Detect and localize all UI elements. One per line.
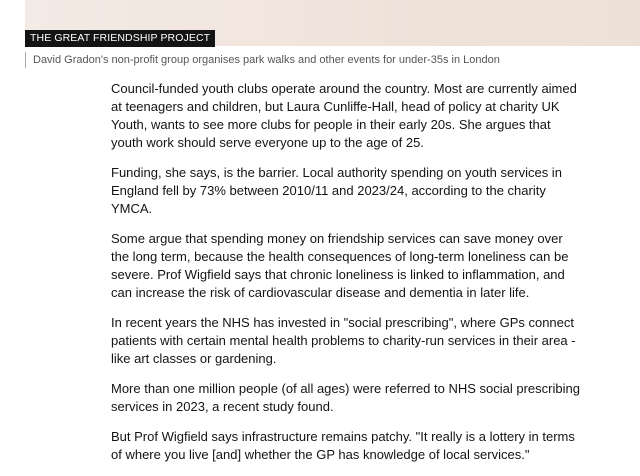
paragraph-funding: Funding, she says, is the barrier. Local authority spending on youth services in England fell by 73% between 2010/11 and 2023/24, according to the charity YMCA. bbox=[111, 165, 562, 216]
paragraph-referrals: More than one million people (of all ages) were referred to NHS social prescribing services in 2023, a recent study found. bbox=[111, 381, 580, 414]
paragraph-social-prescribing: In recent years the NHS has invested in "social prescribing", where GPs connect patients with certain mental health problems to charity-run services in their area - like art classes or gardening. bbox=[111, 315, 576, 366]
paragraph-health-consequences: Some argue that spending money on friendship services can save money over the long term, because the health consequences of long-term loneliness can be severe. Prof Wigfield says that chronic loneliness is linked to inflammation, and can increase the risk of cardiovascular disease and dementia in later life. bbox=[111, 231, 569, 300]
photo-credit: THE GREAT FRIENDSHIP PROJECT bbox=[25, 30, 215, 47]
paragraph-infrastructure: But Prof Wigfield says infrastructure remains patchy. "It really is a lottery in terms of where you live [and] whether the GP has knowledge of local services." bbox=[111, 429, 575, 462]
paragraph-youth-clubs: Council-funded youth clubs operate around the country. Most are currently aimed at teenagers and children, but Laura Cunliffe-Hall, head of policy at charity UK Youth, wants to see more clubs for people in their early 20s. She argues that youth work should serve everyone up to the age of 25. bbox=[111, 81, 577, 150]
article-body bbox=[111, 80, 581, 476]
photo-caption: David Gradon's non-profit group organises park walks and other events for under-35s in London bbox=[25, 52, 500, 68]
article-photo-shade bbox=[520, 0, 640, 46]
